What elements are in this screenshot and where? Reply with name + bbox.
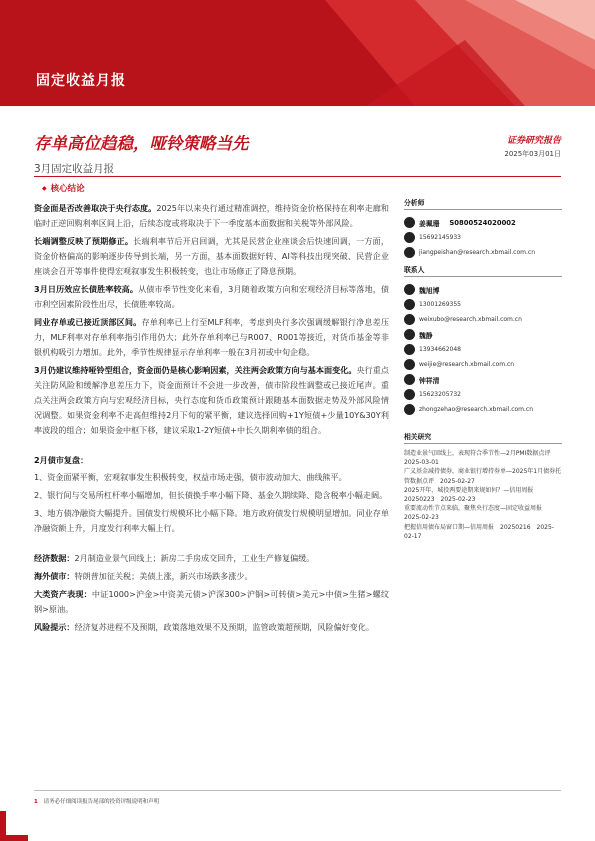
related-research-item[interactable]: 把握信用债布局窗口期—信用周报 20250216 2025-02-17 — [404, 523, 554, 540]
paragraph-strategy: 3月仍建议维持哑铃型组合，资金面仍是核心影响因素，关注两会政策方向与基本面变化。央行重点关注防风险和缓解净息差压力下，资金面预计不会进一步改善，债市阶段性调整或已接近尾声。重点关注两会政策方向与宏观经济目标，央行态度和货币政策预计跟随基本面数据走势及外部风险情况调整。如果资金利率不走高但维持2月下旬的紧平衡，建议选择回购+1Y短债+少量10Y&30Y利率波段的组合；如果资金中枢下移，建议采取1-2Y短债+中长久期利率债的组合。 — [34, 365, 389, 435]
page-number: 1 — [34, 799, 38, 805]
contact-row: 钟祥清 — [404, 372, 562, 387]
report-subtitle: 3月固定收益月报 — [34, 163, 115, 175]
report-date: 2025年03月01日 — [504, 150, 561, 158]
analyst-phone: 15692145933 — [404, 230, 562, 245]
phone-icon — [404, 232, 415, 243]
main-body — [34, 201, 389, 638]
contact-row: 魏静 — [404, 327, 562, 342]
review-item: 2、银行间与交易所杠杆率小幅增加，但长债换手率小幅下降、基金久期续降、隐含税率小幅走阔。 — [34, 490, 388, 500]
corner-decoration — [0, 811, 28, 841]
contact-email: weixubo@research.xbmail.com.cn — [404, 312, 562, 327]
core-conclusion-heading: ◆ 核心结论 — [42, 184, 85, 194]
email-icon — [404, 404, 415, 415]
person-icon — [404, 329, 415, 340]
contact-phone: 13934662048 — [404, 342, 562, 357]
banner-title: 固定收益月报 — [36, 73, 126, 89]
paragraph-overseas: 海外债市：特朗普加征关税；美债上涨，新兴市场跌多涨少。 — [34, 571, 253, 581]
related-research-item[interactable]: 广义基金减持债券，商业银行增持券单—2025年1月债券托管数据点评 2025-02-27 — [404, 468, 562, 485]
paragraph-ncd: 同业存单或已接近顶部区间。存单利率已上行至MLF利率，考虑到央行多次强调缓解银行净息差压力，MLF利率对存单利率指引作用仍大；此外存单利率已与R007、R001等接近，对货币基金等非银机构吸引力增加。此外，季节性规律显示存单利率一般在3月初或中旬企稳。 — [34, 317, 389, 357]
disclaimer-text: 请务必仔细阅读报告尾部的投资评级说明和声明 — [43, 799, 160, 805]
footer-rule — [34, 790, 561, 791]
analyst-email: jiangpeishan@research.xbmail.com.cn — [404, 245, 562, 260]
sidebar — [404, 197, 562, 541]
diamond-icon: ◆ — [42, 185, 47, 192]
contact-email: zhongzehao@research.xbmail.com.cn — [404, 402, 562, 417]
contact-heading: 联系人 — [404, 264, 562, 277]
paragraph-calendar: 3月日历效应长债胜率较高。从债市季节性变化来看，3月随着政策方向和宏观经济目标等落地，债市利空因素阶段性出尽，长债胜率较高。 — [34, 284, 390, 309]
contact-row: 魏旭博 — [404, 282, 562, 297]
review-item: 1、资金面紧平衡，宏观叙事发生积极转变，权益市场走强，债市波动加大、曲线熊平。 — [34, 472, 347, 482]
paragraph-risk: 风险提示：经济复苏进程不及预期，政策落地效果不及预期，监管政策超预期，风险偏好变化。 — [34, 622, 374, 632]
banner-decoration — [265, 0, 595, 106]
report-headline: 存单高位趋稳，哑铃策略当先 — [34, 134, 249, 153]
review-item: 3、地方债净融资大幅提升。国债发行规模环比小幅下降。地方政府债发行规模明显增加。同业存单净融资额上升，月度发行利率大幅上行。 — [34, 508, 389, 533]
phone-icon — [404, 344, 415, 355]
top-rule — [34, 176, 561, 177]
related-research-item[interactable]: 2025开年，城投两要途期来规如何？—信用周报 20250223 2025-02-23 — [404, 486, 540, 504]
phone-icon — [404, 299, 415, 310]
email-icon — [404, 359, 415, 370]
related-research-item[interactable]: 制造业景气回线上，表现符合季节性—2月PMI数据点评 2025-03-01 — [404, 450, 557, 467]
paragraph-assets: 大类资产表现：中证1000>沪金>中资美元债>沪深300>沪铜>可转债>美元>中债>生猪>螺纹钢>原油。 — [34, 589, 389, 614]
related-research-heading: 相关研究 — [404, 431, 562, 444]
contact-phone: 15623205732 — [404, 387, 562, 402]
analyst-heading: 分析师 — [404, 197, 562, 210]
paragraph-economy: 经济数据：2月制造业景气回线上；新房二手房成交回升，工业生产修复偏缓。 — [34, 553, 315, 563]
email-icon — [404, 314, 415, 325]
paragraph-long-end: 长端调整反映了预期修正。长端利率节后开启回调，尤其是民营企业座谈会后快速回调，一方面，资金价格偏高的影响逐步传导到长端，另一方面，基本面数据好转、AI等科技出现突破、民营企业座谈会召开等事件使得宏观叙事发生积极转变，也让市场修正了降息预期。 — [34, 236, 389, 276]
related-research-item[interactable]: 重要流动性节点来临，聚焦央行态度—固定收益周报 2025-02-23 — [404, 505, 549, 522]
report-type: 证券研究报告 — [506, 136, 561, 146]
bond-review-heading: 2月债市复盘： — [34, 455, 89, 465]
header-banner — [0, 0, 595, 106]
person-icon — [404, 284, 415, 295]
analyst-row: 姜珮珊 S0800524020002 — [404, 215, 562, 230]
contact-phone: 13001269355 — [404, 297, 562, 312]
analyst-cert: S0800524020002 — [449, 218, 516, 227]
person-icon — [404, 217, 415, 228]
footer — [34, 797, 159, 805]
person-icon — [404, 374, 415, 385]
phone-icon — [404, 389, 415, 400]
paragraph-liquidity: 资金面是否改善取决于央行态度。2025年以来央行通过精准调控，维持资金价格保持在利率走廊和临时正逆回购利率区间上沿，后续态度或将取决于下一季度基本面数据和关税等外部风险。 — [34, 203, 389, 228]
email-icon — [404, 247, 415, 258]
contact-email: weijie@research.xbmail.com.cn — [404, 357, 562, 372]
